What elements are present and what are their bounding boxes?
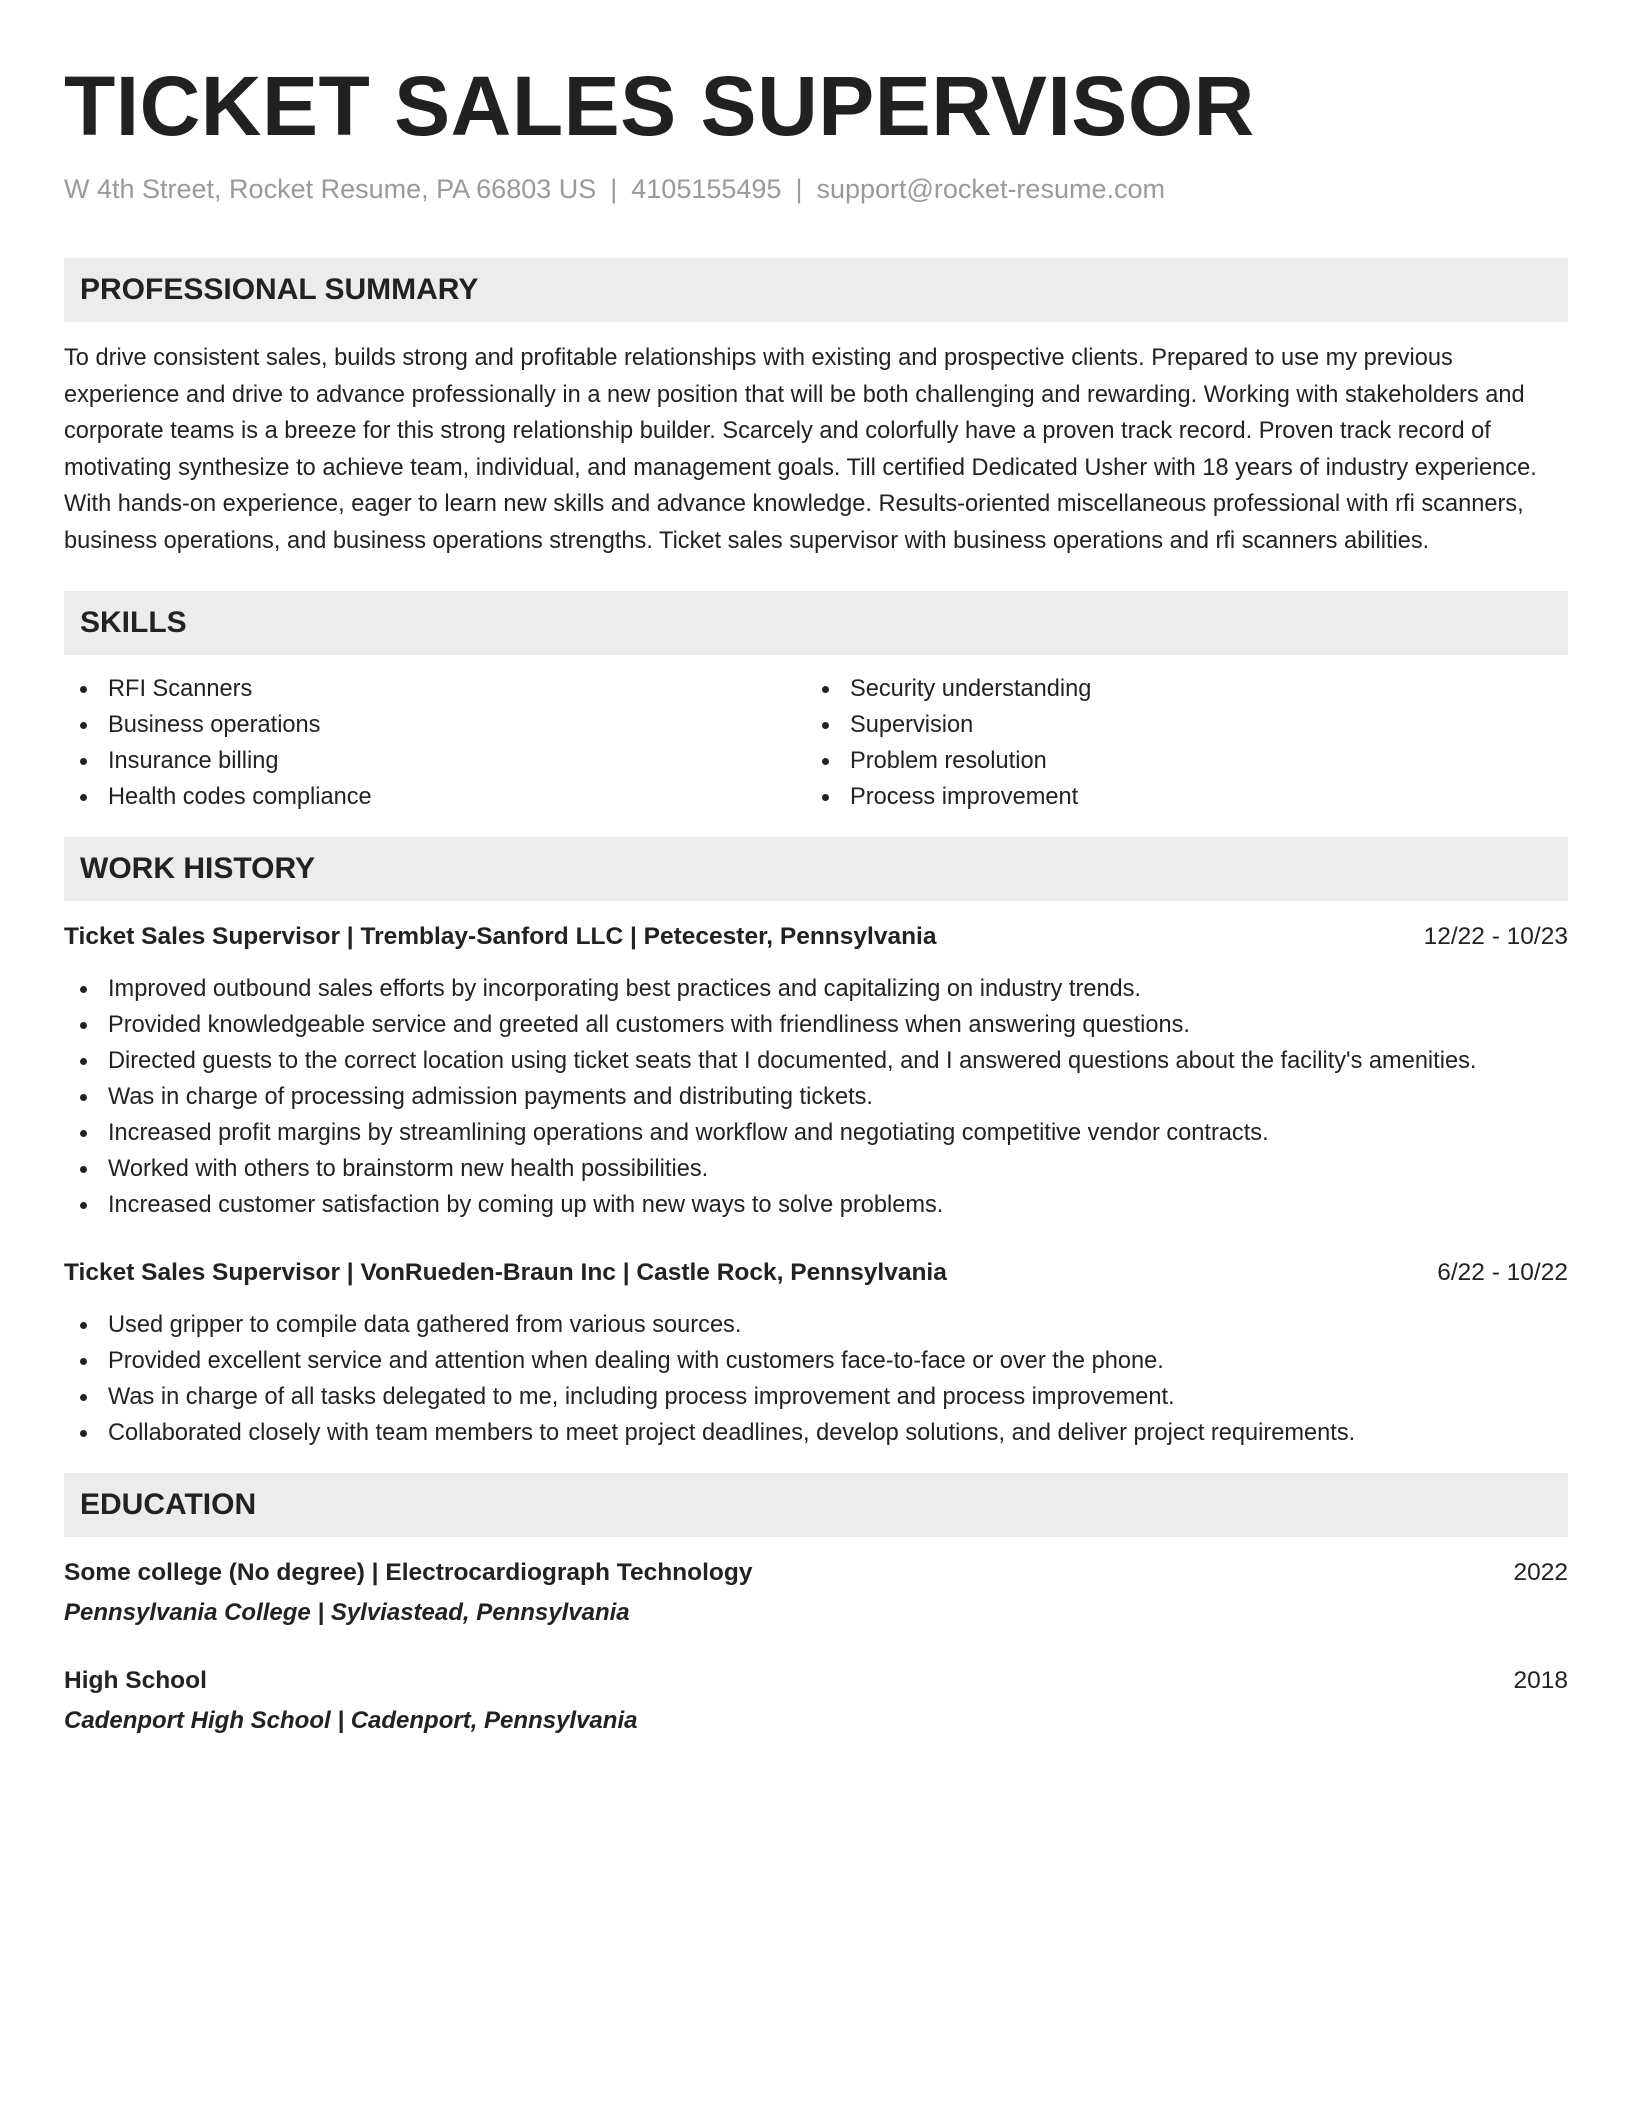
education-degree: Some college (No degree) | Electrocardiograph Technology	[64, 1559, 753, 1586]
skills-column-right	[806, 671, 1548, 815]
work-bullet: Collaborated closely with team members to meet project deadlines, develop solutions, and deliver project requirements.	[64, 1415, 1568, 1451]
education-entry-header	[64, 1663, 1568, 1699]
education-entry	[64, 1555, 1568, 1631]
work-bullet: Was in charge of processing admission payments and distributing tickets.	[64, 1079, 1568, 1115]
education-school: Cadenport High School | Cadenport, Pennsylvania	[64, 1707, 638, 1734]
work-bullet: Increased customer satisfaction by coming up with new ways to solve problems.	[64, 1187, 1568, 1223]
section-heading-work-history: WORK HISTORY	[64, 837, 1568, 901]
work-bullet: Worked with others to brainstorm new health possibilities.	[64, 1151, 1568, 1187]
contact-separator: |	[795, 174, 803, 204]
section-heading-skills: SKILLS	[64, 591, 1568, 655]
summary-text: To drive consistent sales, builds strong and profitable relationships with existing and prospective clients. Prepared to use my previous experience and drive to advance professionally in a new position that will be both challenging and rewarding. Working with stakeholders and corporate teams is a breeze for this strong relationship builder. Scarcely and colorfully have a proven track record. Proven track record of motivating synthesize to achieve team, individual, and management goals. Till certified Dedicated Usher with 18 years of industry experience. With hands-on experience, eager to learn new skills and advance knowledge. Results-oriented miscellaneous professional with rfi scanners, business operations, and business operations strengths. Ticket sales supervisor with business operations and rfi scanners abilities.	[64, 345, 1537, 554]
work-bullet: Improved outbound sales efforts by incorporating best practices and capitalizing on industry trends.	[64, 971, 1568, 1007]
skill-item: Process improvement	[806, 779, 1548, 815]
work-entry-dates: 6/22 - 10/22	[1437, 1259, 1568, 1286]
work-entry	[64, 919, 1568, 1223]
work-entry-title: Ticket Sales Supervisor | Tremblay-Sanford LLC | Petecester, Pennsylvania	[64, 923, 937, 950]
contact-separator: |	[610, 174, 618, 204]
work-bullet: Used gripper to compile data gathered from various sources.	[64, 1307, 1568, 1343]
skill-item: Health codes compliance	[64, 779, 806, 815]
skill-item: Problem resolution	[806, 743, 1548, 779]
work-bullet: Provided knowledgeable service and greeted all customers with friendliness when answering questions.	[64, 1007, 1568, 1043]
education-year: 2022	[1513, 1559, 1568, 1586]
skill-item: Business operations	[64, 707, 806, 743]
work-entry-header	[64, 919, 1568, 955]
education-school: Pennsylvania College | Sylviastead, Pennsylvania	[64, 1599, 630, 1626]
contact-address: W 4th Street, Rocket Resume, PA 66803 US	[64, 174, 597, 204]
skills-column-left	[64, 671, 806, 815]
section-heading-summary: PROFESSIONAL SUMMARY	[64, 258, 1568, 322]
contact-email: support@rocket-resume.com	[816, 174, 1165, 204]
skills-list	[64, 671, 1568, 815]
contact-phone: 4105155495	[631, 174, 782, 204]
candidate-name: TICKET SALES SUPERVISOR	[64, 59, 1255, 153]
skill-item: Insurance billing	[64, 743, 806, 779]
work-bullet: Directed guests to the correct location using ticket seats that I documented, and I answered questions about the facility's amenities.	[64, 1043, 1568, 1079]
education-degree: High School	[64, 1667, 207, 1694]
education-entry-header	[64, 1555, 1568, 1591]
work-entry	[64, 1255, 1568, 1451]
contact-line	[64, 172, 1568, 206]
work-bullet: Was in charge of all tasks delegated to me, including process improvement and process improvement.	[64, 1379, 1568, 1415]
work-entry-header	[64, 1255, 1568, 1291]
education-year: 2018	[1513, 1667, 1568, 1694]
skill-item: Supervision	[806, 707, 1548, 743]
work-entry-bullets	[64, 1307, 1568, 1451]
work-bullet: Provided excellent service and attention when dealing with customers face-to-face or over the phone.	[64, 1343, 1568, 1379]
section-heading-education: EDUCATION	[64, 1473, 1568, 1537]
work-entry-dates: 12/22 - 10/23	[1423, 923, 1568, 950]
skill-item: RFI Scanners	[64, 671, 806, 707]
work-entry-bullets	[64, 971, 1568, 1223]
skill-item: Security understanding	[806, 671, 1548, 707]
education-entry	[64, 1663, 1568, 1739]
work-entry-title: Ticket Sales Supervisor | VonRueden-Braun Inc | Castle Rock, Pennsylvania	[64, 1259, 947, 1286]
work-bullet: Increased profit margins by streamlining operations and workflow and negotiating competitive vendor contracts.	[64, 1115, 1568, 1151]
